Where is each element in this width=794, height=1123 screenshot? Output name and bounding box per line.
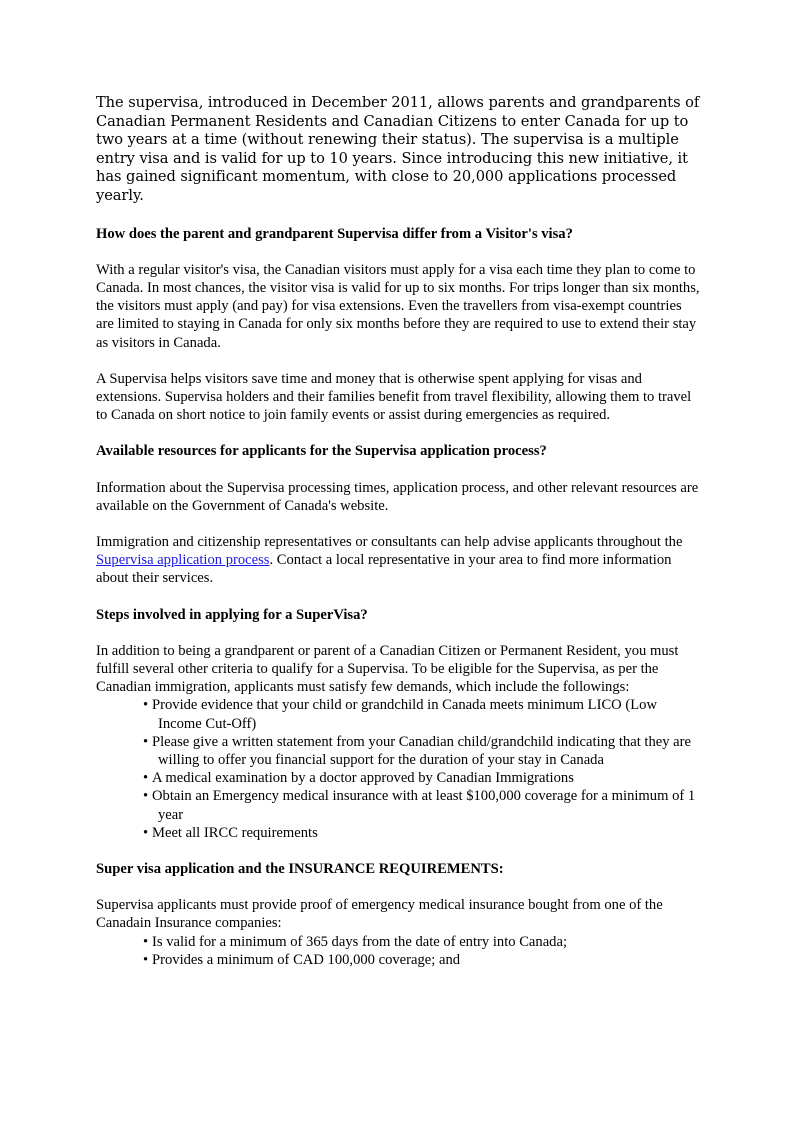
document-page bbox=[96, 94, 701, 987]
section-heading-insurance: Super visa application and the INSURANCE REQUIREMENTS: bbox=[96, 861, 504, 878]
bullet-icon: • bbox=[143, 770, 149, 787]
list-item: • Provide evidence that your child or grandchild in Canada meets minimum LICO (Low Income Cut-Off) bbox=[143, 697, 657, 732]
representatives-text-before: Immigration and citizenship representatives or consultants can help advise applicants throughout the bbox=[96, 534, 683, 550]
section-heading-supervisa-vs-visitor: How does the parent and grandparent Supervisa differ from a Visitor's visa? bbox=[96, 225, 573, 242]
list-item: • Is valid for a minimum of 365 days from the date of entry into Canada; bbox=[143, 933, 568, 950]
supervisa-application-process-link[interactable]: Supervisa application process bbox=[96, 552, 270, 569]
paragraph-resources-info: Information about the Supervisa processing times, application process, and other relevant resources are available on the Government of Canada's website. bbox=[96, 479, 699, 514]
bullet-icon: • bbox=[143, 933, 149, 950]
section-heading-steps: Steps involved in applying for a SuperVisa? bbox=[96, 606, 368, 623]
paragraph-insurance-proof: Supervisa applicants must provide proof of emergency medical insurance bought from one of the Canadain Insurance companies: bbox=[96, 897, 663, 932]
paragraph-eligibility: In addition to being a grandparent or parent of a Canadian Citizen or Permanent Resident, you must fulfill several other criteria to qualify for a Supervisa. To be eligible for the Supervisa, as per the Canadian immigration, applicants must satisfy few demands, which include the followings: bbox=[96, 642, 679, 696]
insurance-requirements-list bbox=[96, 933, 701, 969]
paragraph-visitor-visa: With a regular visitor's visa, the Canadian visitors must apply for a visa each time they plan to come to Canada. In most chances, the visitor visa is valid for up to six months. For trips longer than six months, the visitors must apply (and pay) for visa extensions. Even the travellers from visa-exempt countries are limited to staying in Canada for only six months before they are required to use to extend their stay as visitors in Canada. bbox=[96, 261, 700, 351]
list-item: • Provides a minimum of CAD 100,000 coverage; and bbox=[143, 951, 461, 968]
representatives-text-after: . Contact a local representative in your area to find more information about their services. bbox=[96, 552, 672, 587]
bullet-icon: • bbox=[143, 788, 149, 805]
list-item: • A medical examination by a doctor approved by Canadian Immigrations bbox=[143, 770, 574, 787]
intro-paragraph: The supervisa, introduced in December 2011, allows parents and grandparents of Canadian Permanent Residents and Canadian Citizens to enter Canada for up to two years at a time (without renewing their status). The supervisa is a multiple entry visa and is valid for up to 10 years. Since introducing this new initiative, it has gained significant momentum, with close to 20,000 applications processed yearly. bbox=[96, 94, 700, 204]
bullet-icon: • bbox=[143, 697, 149, 714]
list-item: • Obtain an Emergency medical insurance with at least $100,000 coverage for a minimum of 1 year bbox=[143, 788, 696, 823]
paragraph-representatives bbox=[96, 533, 701, 588]
list-item: • Meet all IRCC requirements bbox=[143, 824, 318, 841]
list-item: • Please give a written statement from your Canadian child/grandchild indicating that they are willing to offer you financial support for the duration of your stay in Canada bbox=[143, 733, 691, 769]
paragraph-supervisa-benefits: A Supervisa helps visitors save time and money that is otherwise spent applying for visas and extensions. Supervisa holders and their families benefit from travel flexibility, allowing them to travel to Canada on short notice to join family events or assist during emergencies as required. bbox=[96, 370, 692, 424]
eligibility-list bbox=[96, 696, 701, 842]
section-heading-resources: Available resources for applicants for the Supervisa application process? bbox=[96, 443, 547, 460]
bullet-icon: • bbox=[143, 951, 149, 968]
bullet-icon: • bbox=[143, 824, 149, 841]
bullet-icon: • bbox=[143, 733, 149, 750]
